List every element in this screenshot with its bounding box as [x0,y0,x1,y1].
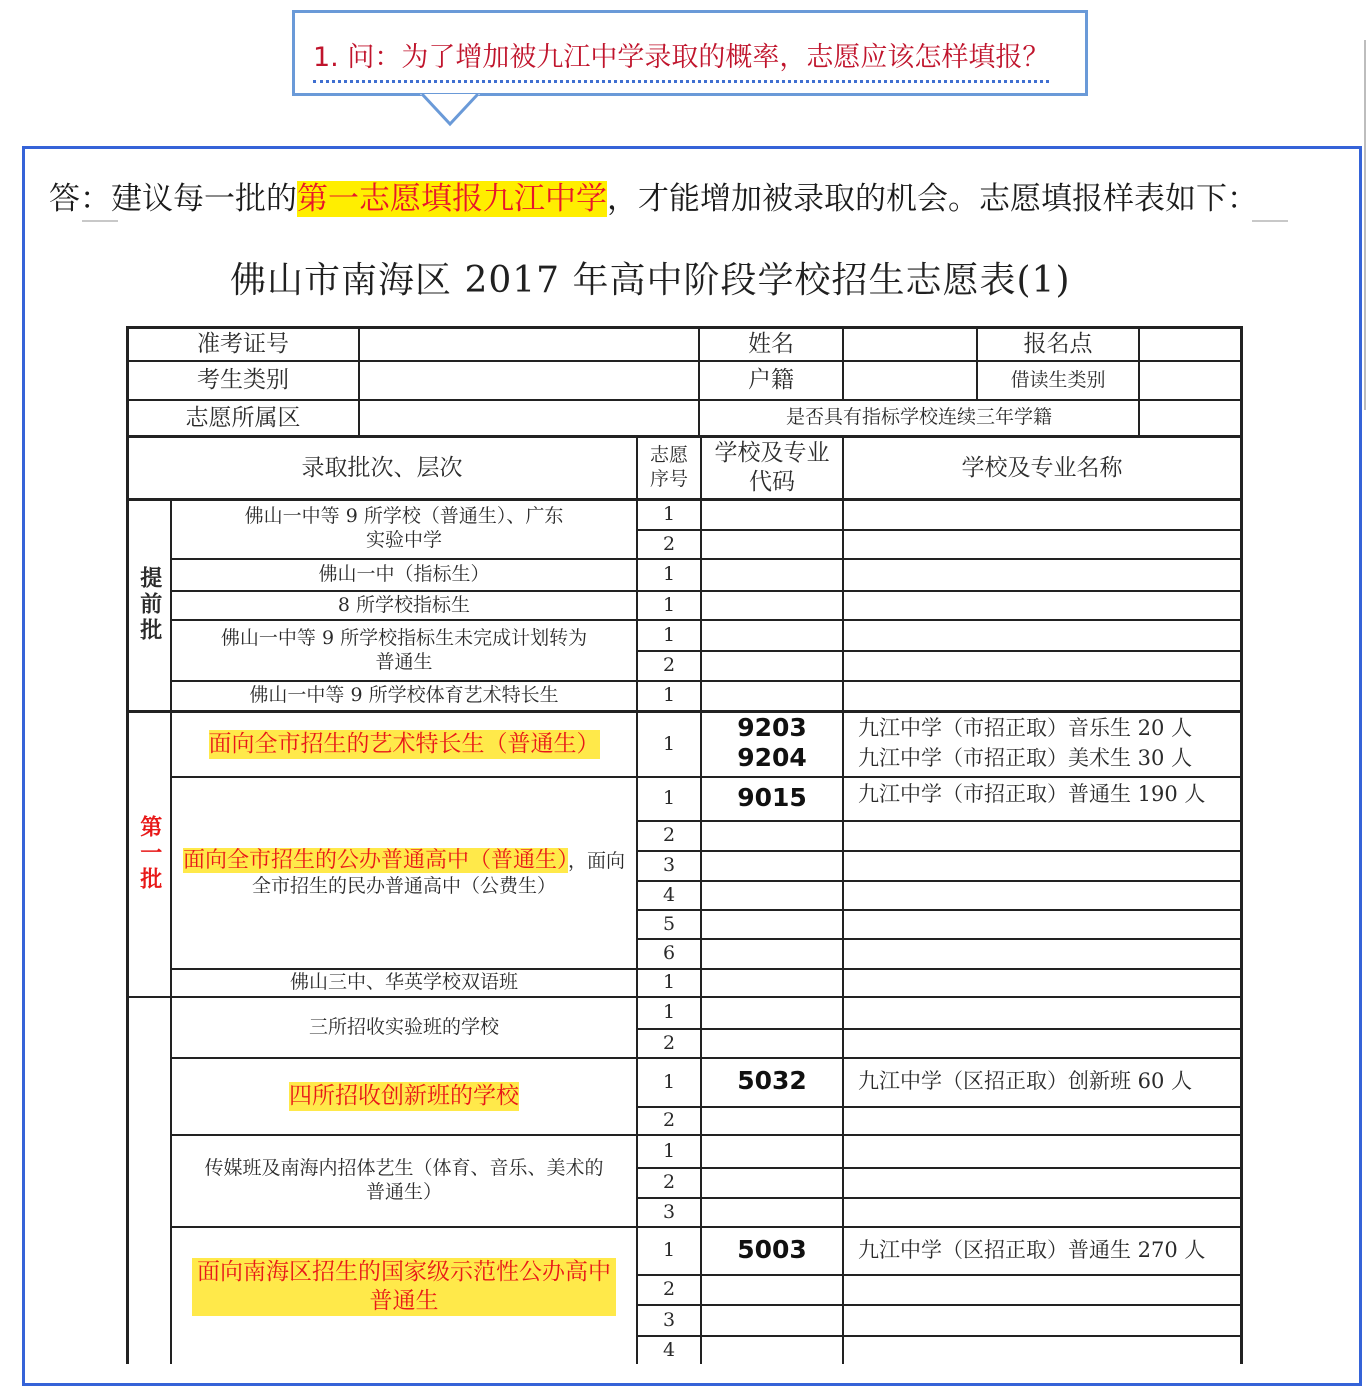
label-region: 志愿所属区 [185,404,301,431]
page-edge-line [1364,40,1366,410]
order-number: 2 [662,532,676,555]
row-label: 佛山一中等 9 所学校体育艺术特长生 [249,684,559,707]
row-label: 佛山三中、华英学校双语班 [289,971,518,994]
label-school-name: 学校及专业名称 [961,454,1123,481]
row-label [172,778,636,968]
row-label: 三所招收实验班的学校 [308,1015,499,1038]
row-label: 8 所学校指标生 [337,593,471,616]
school-code: 9204 [737,743,807,773]
answer-text [49,173,1258,218]
order-number: 2 [662,824,676,847]
form-title: 佛山市南海区 2017 年高中阶段学校招生志愿表(1) [230,260,1071,301]
order-number: 4 [662,883,676,906]
order-number: 2 [662,1109,676,1132]
order-number: 6 [662,942,676,965]
order-number: 1 [662,1001,676,1024]
row-label-highlight: 面向全市招生的艺术特长生（普通生） [208,731,600,758]
order-number: 1 [662,1070,676,1093]
answer-prefix: 答：建议每一批的 [49,181,297,217]
row-label [172,1228,636,1364]
callout-pointer-icon [420,94,480,128]
school-name: 九江中学（市招正取）美术生 30 人 [858,745,1193,770]
order-number: 1 [662,787,676,810]
batch-early: 提前批 [136,566,163,644]
order-number: 1 [662,623,676,646]
label-name: 姓名 [748,331,794,358]
school-name: 九江中学（市招正取）音乐生 20 人 [858,715,1193,740]
order-number: 1 [662,502,676,525]
row-label-highlight: 四所招收创新班的学校 [289,1083,519,1110]
label-household: 户籍 [748,367,794,394]
order-number: 1 [662,732,676,755]
label-borrow-type: 借读生类别 [1010,368,1106,391]
label-candidate-type: 考生类别 [197,367,289,394]
order-number: 3 [662,854,676,877]
order-number: 1 [662,971,676,994]
school-code: 9015 [737,783,807,813]
order-number: 3 [662,1308,676,1331]
decor-dash [82,220,118,222]
row-label-highlight: 面向全市招生的公办普通高中（普通生） [182,848,568,874]
row-label-rest: ，面向全市招生的民办普通高中（公费生） [251,850,626,897]
answer-suffix: ，才能增加被录取的机会。志愿填报样表如下： [607,181,1258,217]
decor-dash [1252,220,1288,222]
batch-first: 第一批 [136,815,163,893]
order-number: 2 [662,1171,676,1194]
row-label: 佛山一中等 9 所学校（普通生）、广东实验中学 [244,505,564,551]
order-number: 2 [662,654,676,677]
question-text: 1. 问：为了增加被九江中学录取的概率，志愿应该怎样填报？ [313,35,1049,83]
school-code: 5032 [737,1066,807,1096]
school-code: 5003 [737,1235,807,1265]
order-number: 1 [662,1139,676,1162]
order-number: 1 [662,593,676,616]
row-label: 佛山一中（指标生） [318,563,490,586]
order-number: 1 [662,684,676,707]
label-exam-no: 准考证号 [197,331,289,358]
school-name: 九江中学（市招正取）普通生 190 人 [858,781,1206,806]
order-number: 2 [662,1031,676,1054]
answer-highlight: 第一志愿填报九江中学 [297,181,607,217]
row-label-highlight: 面向南海区招生的国家级示范性公办高中普通生 [192,1258,616,1316]
question-callout [292,10,1088,96]
school-name: 九江中学（区招正取）创新班 60 人 [858,1068,1193,1093]
label-order-no: 志愿序号 [649,444,688,490]
order-number: 1 [662,1239,676,1262]
order-number: 5 [662,912,676,935]
order-number: 2 [662,1278,676,1301]
label-three-year: 是否具有指标学校连续三年学籍 [785,406,1052,429]
order-number: 3 [662,1200,676,1223]
row-label: 佛山一中等 9 所学校指标生未完成计划转为普通生 [220,626,588,673]
order-number: 4 [662,1338,676,1361]
order-number: 1 [662,563,676,586]
row-label [172,1059,636,1134]
school-code: 9203 [737,713,807,743]
school-name: 九江中学（区招正取）普通生 270 人 [858,1237,1206,1262]
label-batch-level: 录取批次、层次 [301,454,463,481]
label-reg-point: 报名点 [1023,331,1093,358]
row-label [172,713,636,776]
label-code: 学校及专业代码 [714,440,830,495]
row-label: 传媒班及南海内招体艺生（体育、音乐、美术的普通生） [204,1157,604,1203]
